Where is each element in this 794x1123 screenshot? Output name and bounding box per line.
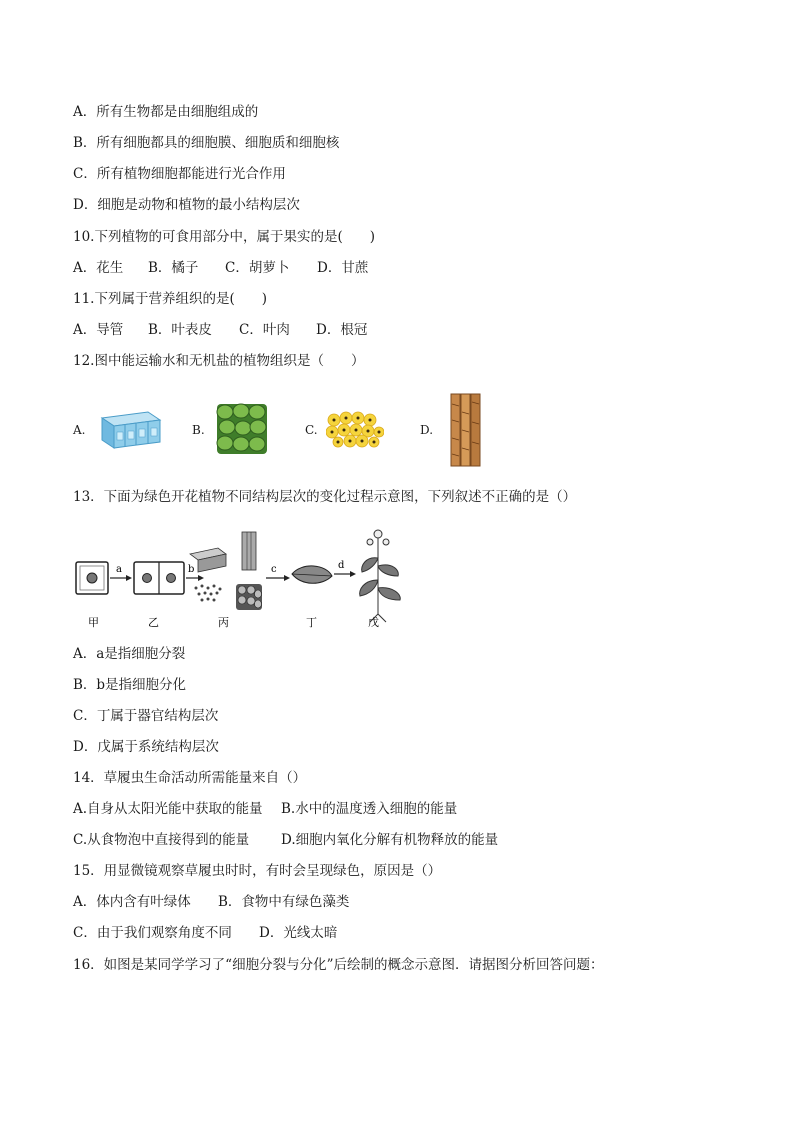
q13-stem: 13．下面为绿色开花植物不同结构层次的变化过程示意图，下列叙述不正确的是（）	[73, 489, 577, 505]
fig-label-ding: 丁	[306, 616, 317, 629]
q13-option-a: A．a是指细胞分裂	[73, 646, 186, 662]
leaf-ding-icon	[292, 566, 332, 583]
q11-option-d: D．根冠	[316, 322, 368, 338]
q14-options-row1	[73, 800, 457, 818]
q15-option-a: A．体内含有叶绿体	[73, 894, 191, 910]
q12-stem: 12.图中能运输水和无机盐的植物组织是（ ）	[73, 353, 365, 369]
q15-options-row1	[73, 893, 349, 911]
arrow-label-d: d	[338, 560, 345, 571]
q12-label-c: C.	[305, 423, 318, 437]
q16-stem: 16．如图是某同学学习了“细胞分裂与分化”后绘制的概念示意图．请据图分析回答问题：	[73, 957, 604, 973]
cell-yi-icon	[134, 562, 184, 594]
q13-option-b: B．b是指细胞分化	[73, 677, 187, 693]
arrow-label-a: a	[116, 564, 122, 575]
tissue-c-meristem-image	[326, 410, 384, 448]
tissue-a-protective-image	[96, 410, 164, 450]
fig-label-wu: 戊	[368, 616, 379, 629]
q13-option-d: D．戊属于系统结构层次	[73, 739, 219, 755]
q10-option-b: B．橘子	[148, 260, 199, 276]
cell-jia-icon	[76, 562, 108, 594]
q13-option-c: C．丁属于器官结构层次	[73, 708, 219, 724]
q14-option-d: D.细胞内氧化分解有机物释放的能量	[281, 832, 499, 848]
q9-option-b: B．所有细胞都具的细胞膜、细胞质和细胞核	[73, 135, 340, 151]
fig-label-jia: 甲	[88, 616, 99, 629]
plant-wu-icon	[360, 530, 401, 622]
q11-stem: 11.下列属于营养组织的是( )	[73, 291, 268, 307]
q10-option-a: A．花生	[73, 260, 124, 276]
q12-label-d: D.	[420, 423, 434, 437]
q9-option-a: A．所有生物都是由细胞组成的	[73, 104, 259, 120]
q15-stem: 15．用显微镜观察草履虫时时，有时会呈现绿色，原因是（）	[73, 863, 442, 879]
q14-option-b: B.水中的温度透入细胞的能量	[281, 801, 458, 817]
tissues-bing-icon	[190, 532, 262, 610]
arrow-label-c: c	[271, 564, 277, 575]
q11-option-b: B．叶表皮	[148, 322, 212, 338]
q13-structure-level-diagram	[70, 528, 410, 632]
q9-option-c: C．所有植物细胞都能进行光合作用	[73, 166, 286, 182]
tissue-d-conducting-image	[448, 392, 484, 468]
arrow-label-b: b	[188, 564, 195, 575]
q15-options-row2	[73, 924, 337, 942]
q10-option-d: D．甘蔗	[317, 260, 369, 276]
tissue-b-nutrient-image	[215, 402, 269, 456]
q14-stem: 14．草履虫生命活动所需能量来自（）	[73, 770, 307, 786]
q15-option-b: B．食物中有绿色藻类	[218, 894, 350, 910]
q9-option-d: D．细胞是动物和植物的最小结构层次	[73, 197, 300, 213]
q11-options	[73, 321, 367, 339]
q15-option-c: C．由于我们观察角度不同	[73, 925, 232, 941]
q14-options-row2	[73, 831, 498, 849]
fig-label-yi: 乙	[148, 616, 159, 629]
q12-label-b: B.	[192, 423, 205, 437]
q10-option-c: C．胡萝卜	[225, 260, 290, 276]
q14-option-a: A.自身从太阳光能中获取的能量	[73, 801, 263, 817]
q11-option-c: C．叶肉	[239, 322, 290, 338]
q10-options	[73, 259, 368, 277]
q15-option-d: D．光线太暗	[259, 925, 338, 941]
q12-label-a: A.	[73, 423, 86, 437]
q10-stem: 10.下列植物的可食用部分中，属于果实的是( )	[73, 229, 376, 245]
q14-option-c: C.从食物泡中直接得到的能量	[73, 832, 250, 848]
fig-label-bing: 丙	[218, 616, 229, 629]
q11-option-a: A．导管	[73, 322, 124, 338]
